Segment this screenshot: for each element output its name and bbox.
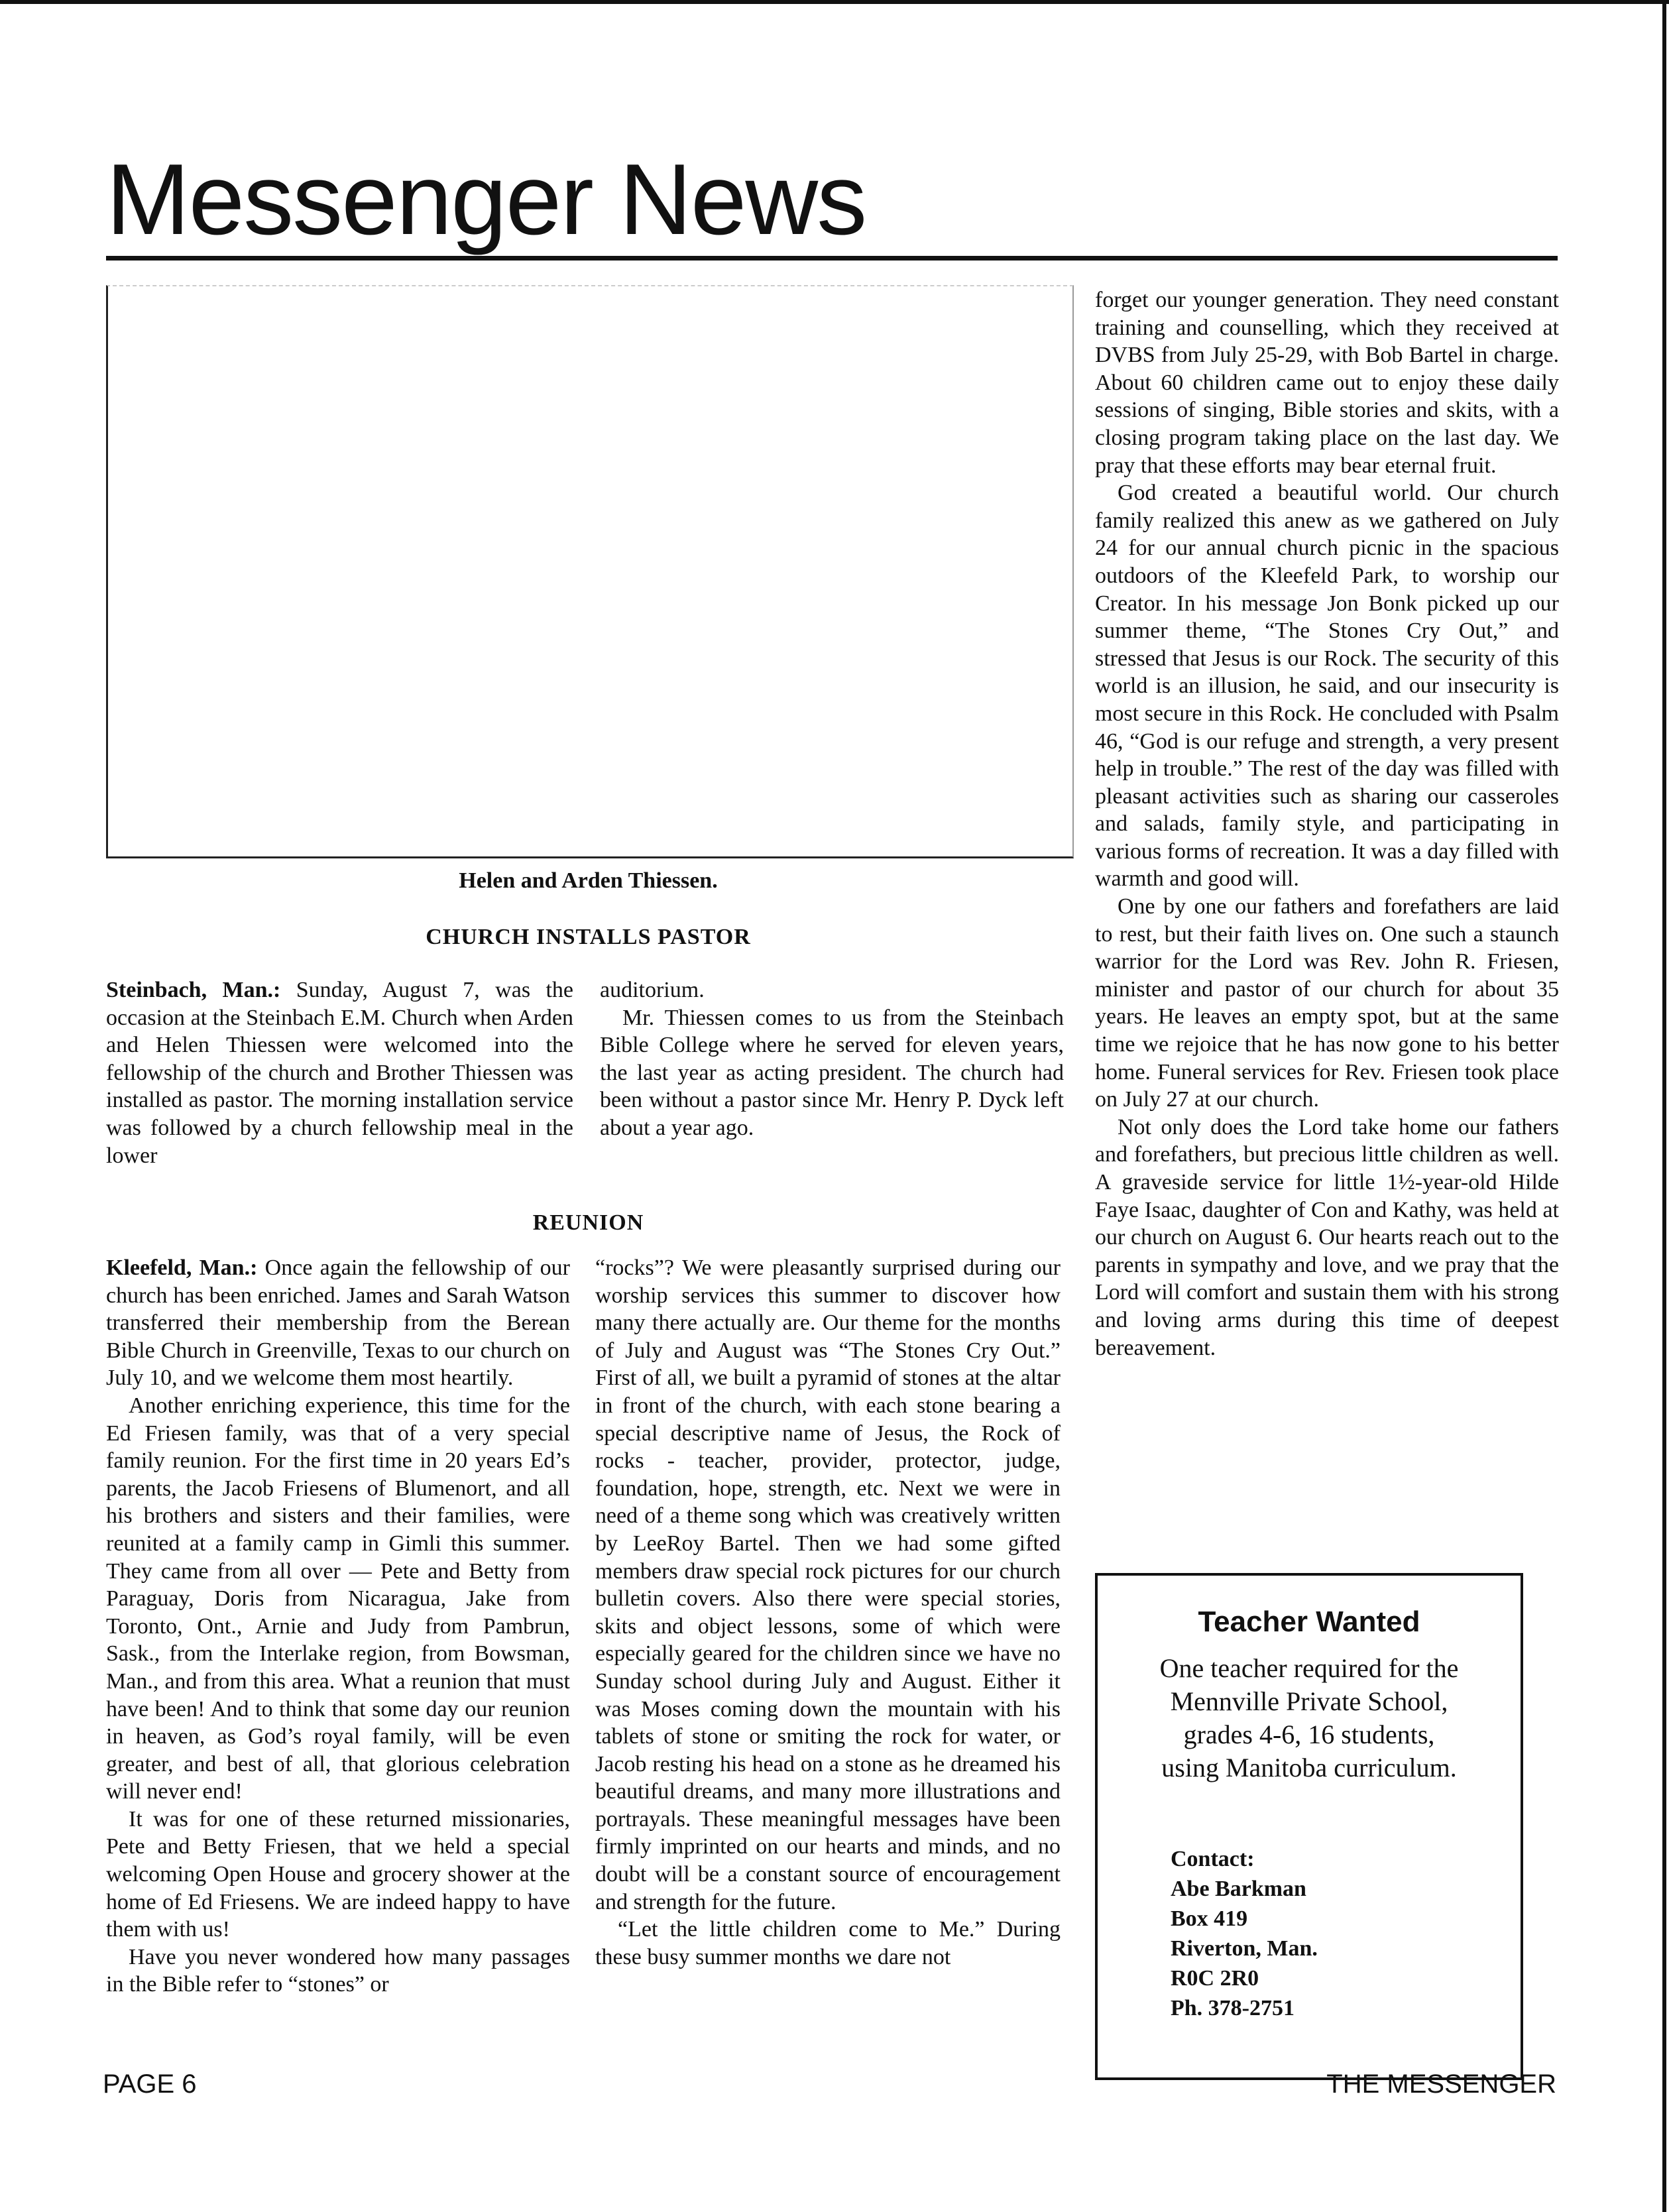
ad-contact-line: Contact:: [1171, 1847, 1255, 1871]
masthead-title: Messenger News: [106, 143, 866, 256]
ad-body-line: grades 4-6, 16 students,: [1183, 1719, 1435, 1749]
teacher-wanted-ad: [1095, 1573, 1523, 2080]
story2-headline: REUNION: [532, 1210, 644, 1235]
masthead-rule: [106, 256, 1558, 261]
story1-paragraph-2: Mr. Thiessen comes to us from the Steinbach Bible College where he served for eleven years, the last year as acting president. The church had been without a pastor since Mr. Henry P. Dyck left about a year ago.: [600, 1005, 1064, 1140]
story1-column-a: [106, 976, 573, 1169]
story2-paragraph: Another enriching experience, this time for the Ed Friesen family, was that of a very special family reunion. For the first time in 20 years Ed’s parents, the Jacob Friesens of Blumenort, and all his brothers and sisters and their families, were reunited at a family camp in Gimli this summer. They came from all over — Pete and Betty from Paraguay, Doris from Nicaragua, Jake from Toronto, Ont., Arnie and Judy from Pambrun, Sask., from the Interlake region, from Bowsman, Man., and from this area. What a reunion that must have been! And to think that some day our reunion in heaven, as God’s royal family, will be even greater, and best of all, that glorious celebration will never end!: [106, 1393, 570, 1804]
story2-paragraph: God created a beautiful world. Our church family realized this anew as we gathered on July 24 for our annual church picnic in the spacious outdoors of the Kleefeld Park, to worship our Creator. In his message Jon Bonk picked up our summer theme, “The Stones Cry Out,” and stressed that Jesus is our Rock. The security of this world is an illusion, he said, and our insecurity is most secure in this Rock. He concluded with Psalm 46, “God is our refuge and strength, a very present help in trouble.” The rest of the day was filled with pleasant activities such as sharing our casseroles and salads, family style, and participating in various forms of recreation. It was a day filled with warmth and good will.: [1095, 481, 1559, 892]
page-number: PAGE 6: [103, 2069, 197, 2099]
ad-body: [1111, 1652, 1507, 1784]
ad-contact-line: R0C 2R0: [1171, 1966, 1259, 1991]
story1-paragraph: [106, 976, 573, 1169]
ad-body-line: One teacher required for the: [1159, 1653, 1459, 1683]
story2-column-3: [1095, 286, 1559, 1362]
publication-name: THE MESSENGER: [1326, 2069, 1556, 2099]
story2-paragraph: “rocks”? We were pleasantly surprised during our worship services this summer to discover how many there actually are. Our theme for the months of July and August was “The Stones Cry Out.” First of all, we built a pyramid of stones at the altar in front of the church, with each stone bearing a special descriptive name of Jesus, the Rock of rocks - teacher, provider, protector, judge, foundation, hope, strength, etc. Next we were in need of a theme song which was creatively written by LeeRoy Bartel. Then we had some gifted members draw special rock pictures for our church bulletin covers. Also there were special stories, skits and object lessons, some of which were especially geared for the children since we have no Sunday school during July and August. Either it was Moses coming down the mountain with his tablets of stone or smiting the rock for water, or Jacob resting his head on a stone as he dreamed his beautiful dreams, and many more illustrations and portrayals. These meaningful messages have been firmly imprinted on our hearts and minds, and no doubt will be a constant source of encouragement and strength for the future.: [595, 1255, 1061, 1914]
ad-contact-line: Riverton, Man.: [1171, 1936, 1318, 1961]
story2-column-1: [106, 1254, 570, 1999]
story2-paragraph: Have you never wondered how many passages in the Bible refer to “stones” or: [106, 1944, 570, 1997]
ad-body-line: using Manitoba curriculum.: [1161, 1753, 1457, 1782]
story2-paragraph: Not only does the Lord take home our fathers and forefathers, but precious little children as well. A graveside service for little 1½-year-old Hilde Faye Isaac, daughter of Con and Kathy, was held at our church on August 6. Our hearts reach out to the parents in sympathy and love, and we pray that the Lord will comfort and sustain them with his strong and loving arms during this time of deepest bereavement.: [1095, 1114, 1559, 1360]
story2-paragraph: “Let the little children come to Me.” During these busy summer months we dare not: [595, 1917, 1061, 1969]
ad-contact-line: Box 419: [1171, 1906, 1248, 1931]
page-border-top: [0, 0, 1669, 4]
photo-caption: Helen and Arden Thiessen.: [459, 868, 718, 893]
ad-contact-line: Abe Barkman: [1171, 1877, 1306, 1901]
ad-contact-line: Ph. 378-2751: [1171, 1996, 1295, 2020]
story2-paragraph: forget our younger generation. They need constant training and counselling, which they received at DVBS from July 25-29, with Bob Bartel in charge. About 60 children came out to enjoy these daily sessions of singing, Bible stories and skits, with a closing program taking place on the last day. We pray that these efforts may bear eternal fruit.: [1095, 288, 1559, 478]
story2-text: Once again the fellowship of our church has been enriched. James and Sarah Watson transferred their membership from the Berean Bible Church in Greenville, Texas to our church on July 10, and we welcome them most heartily.: [106, 1255, 570, 1391]
story1-headline: CHURCH INSTALLS PASTOR: [426, 925, 751, 949]
story2-column-2: [595, 1254, 1061, 1971]
photo-placeholder: [106, 285, 1074, 858]
story2-dateline: Kleefeld, Man.:: [106, 1255, 258, 1280]
ad-body-line: Mennville Private School,: [1170, 1686, 1448, 1716]
ad-contact: [1171, 1844, 1318, 2023]
story2-paragraph: It was for one of these returned missionaries, Pete and Betty Friesen, that we held a special welcoming Open House and grocery shower at the home of Ed Friesens. We are indeed happy to have them with us!: [106, 1806, 570, 1942]
story2-paragraph: One by one our fathers and forefathers are laid to rest, but their faith lives on. One such a staunch warrior for the Lord was Rev. John R. Friesen, minister and pastor of our church for about 35 years. He leaves an empty spot, but at the same time we rejoice that he has now gone to his better home. Funeral services for Rev. Friesen took place on July 27 at our church.: [1095, 894, 1559, 1112]
story1-dateline: Steinbach, Man.:: [106, 978, 281, 1002]
story1-text: Sunday, August 7, was the occasion at the Steinbach E.M. Church when Arden and Helen Thiessen were welcomed into the fellowship of the church and Brother Thiessen was installed as pastor. The morning installation service was followed by a church fellowship meal in the lower: [106, 978, 574, 1168]
ad-title: Teacher Wanted: [1198, 1605, 1420, 1638]
story1-continuation: auditorium.: [600, 978, 705, 1002]
story2-paragraph: [106, 1254, 570, 1392]
page-border-right: [1662, 0, 1666, 2212]
story1-column-b: [600, 976, 1064, 1142]
